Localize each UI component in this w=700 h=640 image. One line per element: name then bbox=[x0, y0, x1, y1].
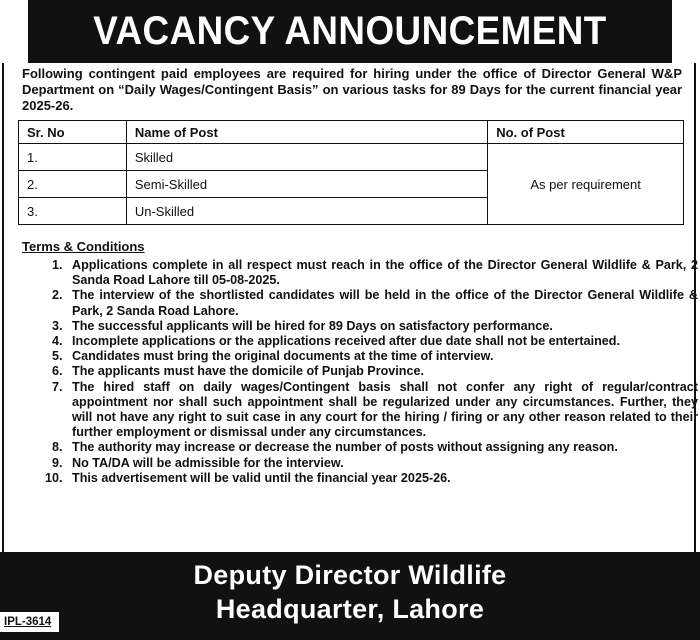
intro-text-2: on bbox=[94, 82, 119, 97]
terms-list bbox=[38, 258, 698, 486]
header-sr-no: Sr. No bbox=[19, 121, 127, 144]
row-post-name: Un-Skilled bbox=[126, 198, 487, 225]
list-item: 1. Applications complete in all respect must reach in the office of the Director General Wildlife & Park, 2 Sanda Road Lahore till 05-08-2025. bbox=[66, 258, 698, 288]
terms-heading: Terms & Conditions bbox=[22, 239, 145, 254]
posts-table bbox=[18, 120, 684, 225]
intro-text-1: Following contingent paid employees are required for hiring under the office of bbox=[22, 66, 542, 81]
intro-department: Director General W&P Department bbox=[22, 66, 682, 97]
row-post-name: Skilled bbox=[126, 144, 487, 171]
header-name-of-post: Name of Post bbox=[126, 121, 487, 144]
list-item: 3. The successful applicants will be hired for 89 Days on satisfactory performance. bbox=[66, 319, 698, 334]
announcement-title: VACANCY ANNOUNCEMENT bbox=[28, 0, 672, 63]
issuer-title: Deputy Director Wildlife bbox=[193, 560, 507, 590]
list-item: 8. The authority may increase or decrease the number of posts without assigning any reason. bbox=[66, 440, 698, 455]
list-item: 10. This advertisement will be valid until the financial year 2025-26. bbox=[66, 471, 698, 486]
list-item: 7. The hired staff on daily wages/Contingent basis shall not confer any right of regular/contract appointment nor shall such appointment shall be regularized under any circumstances. Further, they will not have any right to suit case in any court for the hiring / firing or any other reason related to their further employment or dismissal under any circumstances. bbox=[66, 380, 698, 441]
intro-text-3: on various tasks for 89 Days for the current financial year 2025-26. bbox=[22, 82, 683, 113]
row-sr: 1. bbox=[19, 144, 127, 171]
ipl-reference: IPL-3614 bbox=[0, 612, 59, 632]
deadline-date: 05-08-2025 bbox=[211, 273, 277, 288]
row-sr: 2. bbox=[19, 171, 127, 198]
list-item: 2. The interview of the shortlisted candidates will be held in the office of the Director General Wildlife & Park, 2 Sanda Road Lahore. bbox=[66, 288, 698, 318]
issuer-location: Headquarter, Lahore bbox=[215, 594, 485, 624]
table-row bbox=[19, 144, 684, 171]
list-item: 9. No TA/DA will be admissible for the interview. bbox=[66, 456, 698, 471]
list-item: 5. Candidates must bring the original documents at the time of interview. bbox=[66, 349, 698, 364]
list-item: 4. Incomplete applications or the applications received after due date shall not be entertained. bbox=[66, 334, 698, 349]
issuer-footer bbox=[0, 552, 700, 640]
header-no-of-post: No. of Post bbox=[488, 121, 684, 144]
intro-paragraph bbox=[22, 66, 682, 114]
intro-basis: “Daily Wages/Contingent Basis” bbox=[118, 82, 319, 97]
list-item: 6. The applicants must have the domicile of Punjab Province. bbox=[66, 364, 698, 379]
table-header-row bbox=[19, 121, 684, 144]
posts-count-value: As per requirement bbox=[488, 144, 684, 225]
row-sr: 3. bbox=[19, 198, 127, 225]
row-post-name: Semi-Skilled bbox=[126, 171, 487, 198]
